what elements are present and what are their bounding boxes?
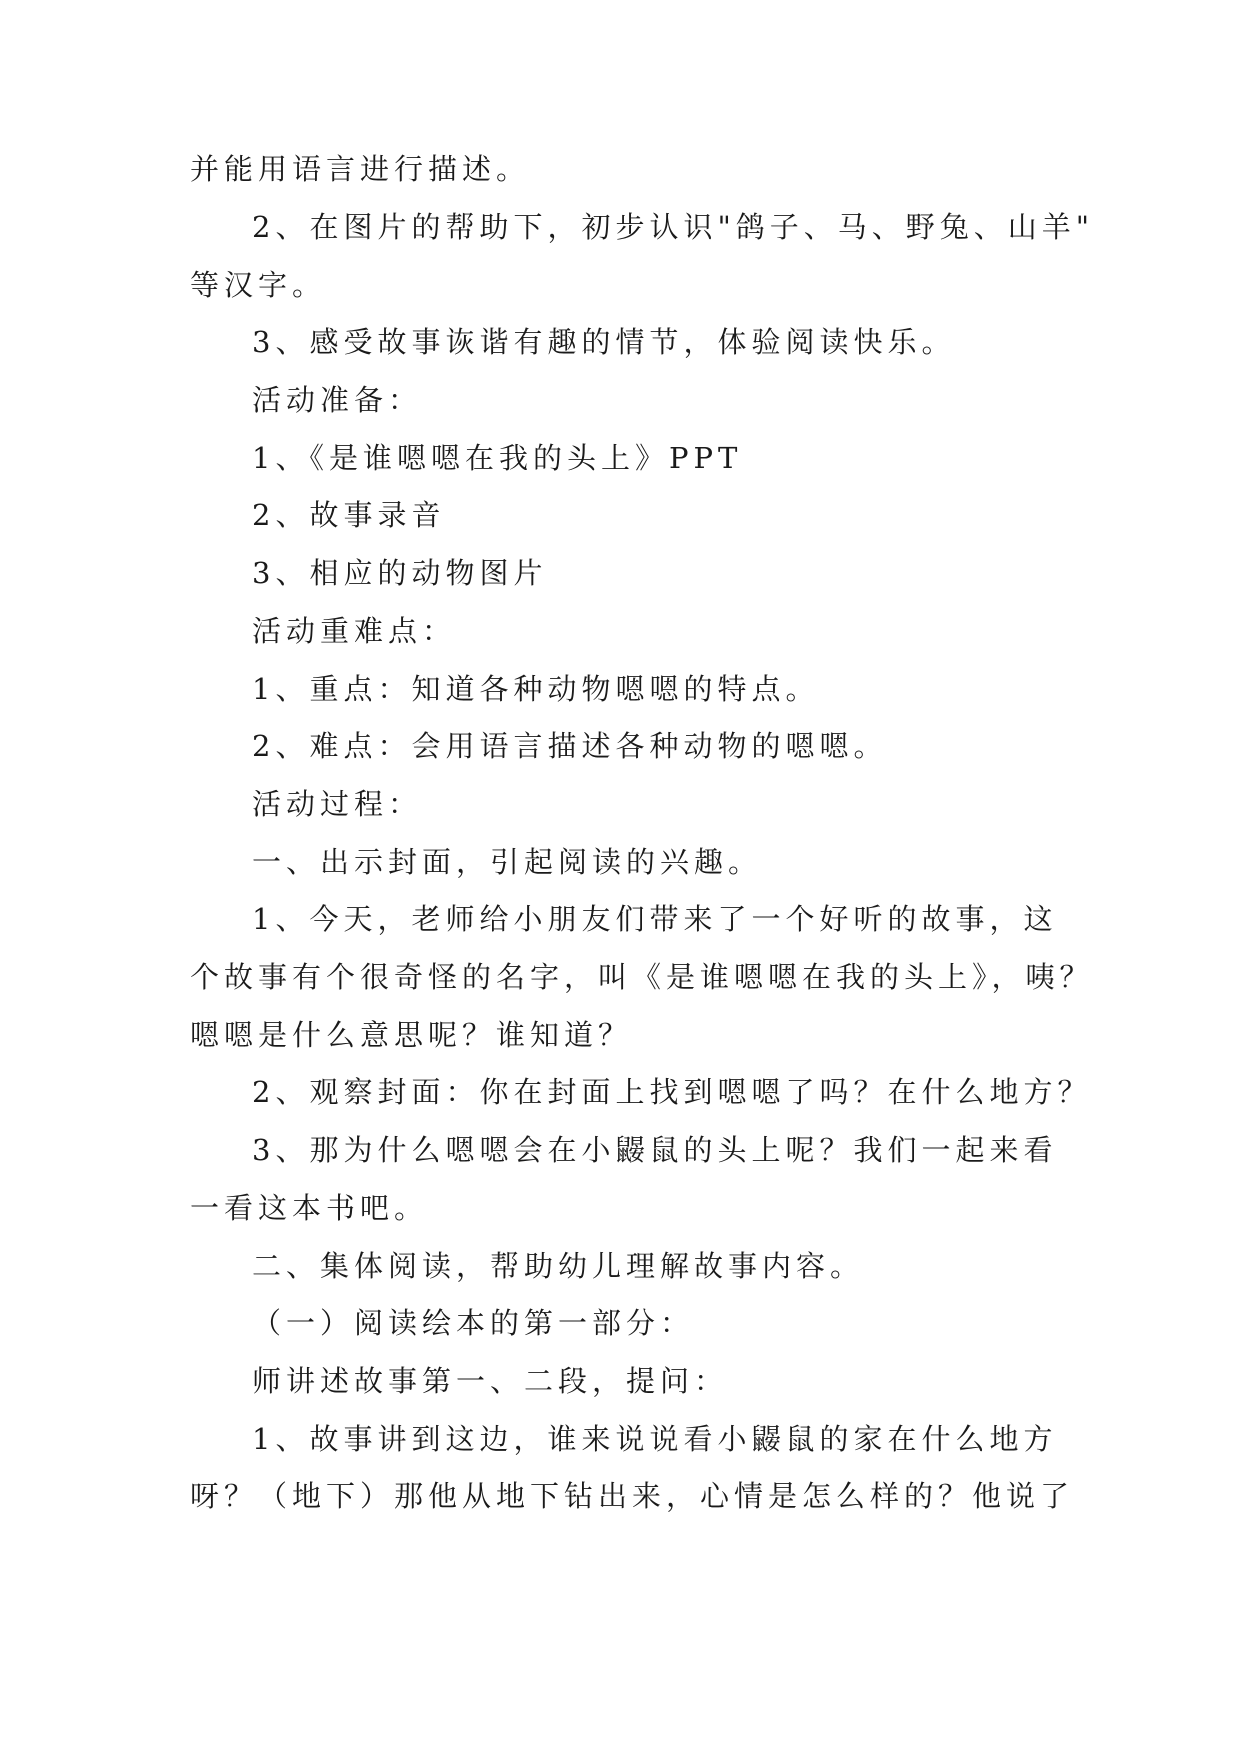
text-line: 等汉字。: [190, 268, 327, 302]
text-line: 一看这本书吧。: [190, 1191, 429, 1225]
text-line: （一）阅读绘本的第一部分：: [252, 1306, 695, 1340]
text-line: 1、《是谁嗯嗯在我的头上》PPT: [252, 441, 743, 475]
text-line: 2、难点：会用语言描述各种动物的嗯嗯。: [252, 729, 888, 763]
text-line: 1、重点：知道各种动物嗯嗯的特点。: [252, 672, 820, 706]
text-line: 1、故事讲到这边，谁来说说看小鼹鼠的家在什么地方: [252, 1422, 1058, 1456]
text-line: 1、今天，老师给小朋友们带来了一个好听的故事，这: [252, 902, 1058, 936]
text-line: 2、在图片的帮助下，初步认识"鸽子、马、野兔、山羊": [252, 210, 1095, 244]
text-line: 2、观察封面：你在封面上找到嗯嗯了吗？在什么地方？: [252, 1075, 1092, 1109]
text-line: 师讲述故事第一、二段，提问：: [252, 1364, 729, 1398]
section-heading: 活动过程：: [252, 787, 423, 821]
text-line: 3、那为什么嗯嗯会在小鼹鼠的头上呢？我们一起来看: [252, 1133, 1058, 1167]
text-line: 二、集体阅读，帮助幼儿理解故事内容。: [252, 1249, 865, 1283]
section-heading: 活动重难点：: [252, 614, 457, 648]
text-line: 嗯嗯是什么意思呢？谁知道？: [190, 1018, 633, 1052]
text-line: 3、感受故事诙谐有趣的情节，体验阅读快乐。: [252, 325, 956, 359]
section-heading: 活动准备：: [252, 383, 423, 417]
text-line: 并能用语言进行描述。: [190, 152, 531, 186]
text-line: 呀？（地下）那他从地下钻出来，心情是怎么样的？他说了: [190, 1479, 1075, 1513]
text-line: 2、故事录音: [252, 498, 446, 532]
text-line: 3、相应的动物图片: [252, 556, 548, 590]
text-line: 一、出示封面，引起阅读的兴趣。: [252, 845, 763, 879]
text-line: 个故事有个很奇怪的名字，叫《是谁嗯嗯在我的头上》，咦？: [190, 960, 1094, 994]
